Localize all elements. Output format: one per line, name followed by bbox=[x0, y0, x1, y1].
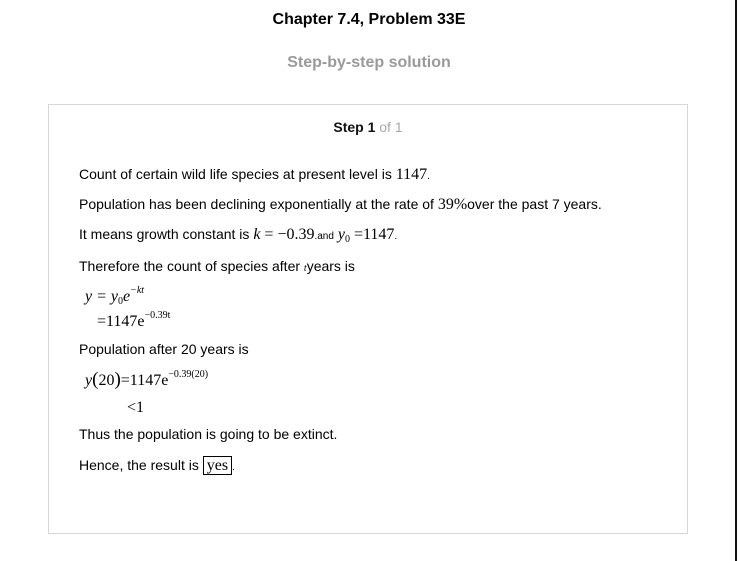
species-after-t-line: Therefore the count of species after tyears is bbox=[79, 258, 355, 274]
page-title: Chapter 7.4, Problem 33E bbox=[272, 11, 466, 28]
right-edge-rule bbox=[735, 0, 737, 561]
after-20-years-line: Population after 20 years is bbox=[79, 341, 249, 357]
equation-y20: $y(20)=1147e^{-0.39(20)}$ bbox=[85, 369, 209, 390]
result-line: Hence, the result is yes . bbox=[79, 457, 235, 474]
present-count-value: 1147 bbox=[395, 166, 428, 183]
decline-rate-value: 39% bbox=[437, 196, 468, 213]
decline-rate-line: Population has been declining exponentially at the rate of 39%over the past 7 years. bbox=[79, 196, 602, 213]
step-label: Step 1 bbox=[333, 119, 376, 135]
initial-population-value: =1147 bbox=[349, 226, 395, 243]
answer-box: yes bbox=[203, 456, 232, 475]
solution-card bbox=[48, 104, 688, 534]
solution-subtitle: Step-by-step solution bbox=[287, 54, 451, 71]
step-header bbox=[49, 119, 687, 135]
extinct-line: Thus the population is going to be extinct. bbox=[79, 426, 338, 442]
growth-constant-value: = −0.39 bbox=[260, 226, 315, 243]
equation-less-than-one: <1 bbox=[127, 399, 145, 416]
present-count-line: Count of certain wild life species at present level is 1147. bbox=[79, 166, 430, 183]
step-count: of 1 bbox=[379, 119, 403, 135]
equation-substituted-model: $=1147e^{-0.39t}$ bbox=[97, 310, 171, 330]
equation-exponential-model: $y = y_0e^{-kt}$ bbox=[85, 285, 145, 307]
growth-constant-line: It means growth constant is k = −0.39.and $y_0 =1147$. bbox=[79, 226, 398, 245]
